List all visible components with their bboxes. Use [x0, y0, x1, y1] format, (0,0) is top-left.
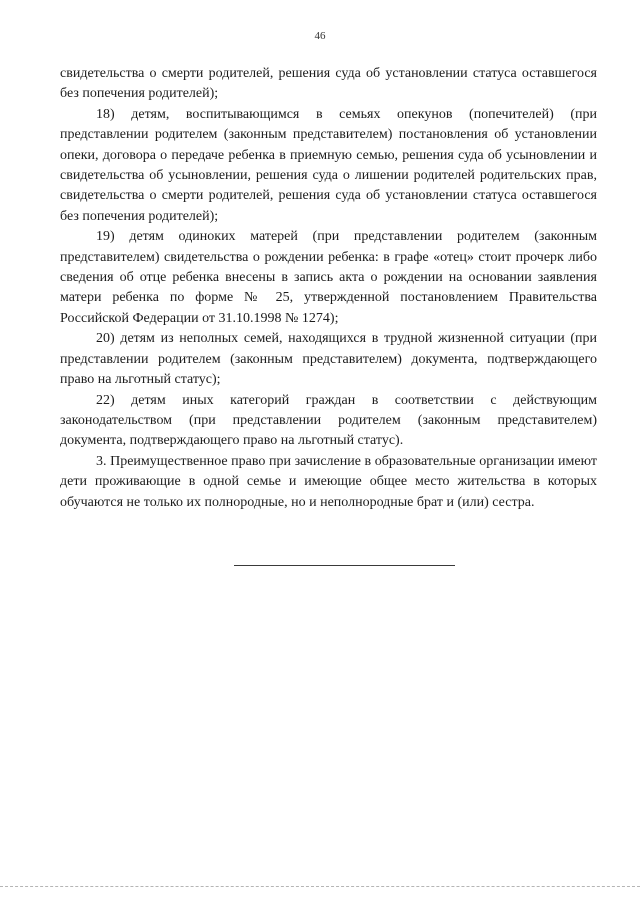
- paragraph-item-19: 19) детям одиноких матерей (при представлении родителем (законным представителем) свидетельства о рождении ребенка: в графе «отец» стоит прочерк либо сведения об отце ребенка внесены в запись акта о рождении на основании заявления матери ребенка по форме № 25, утвержденной постановлением Правительства Российской Федерации от 31.10.1998 № 1274);: [60, 229, 597, 326]
- page-number: 46: [314, 30, 326, 42]
- scan-edge-divider: [0, 886, 640, 887]
- end-separator-line: [234, 565, 455, 566]
- paragraph-item-20: 20) детям из неполных семей, находящихся в трудной жизненной ситуации (при представлении родителем (законным представителем) документа, подтверждающего право на льготный статус);: [60, 331, 597, 388]
- paragraph-continuation: свидетельства о смерти родителей, решения суда об установлении статуса оставшегося без попечения родителей);: [60, 66, 597, 102]
- paragraph-item-18: 18) детям, воспитывающимся в семьях опекунов (попечителей) (при представлении родителем (законным представителем) постановления об установлении опеки, договора о передаче ребенка в приемную семью, решения суда об усыновлении и свидетельства об усыновлении, решения суда о лишении родителей родительских прав, свидетельства о смерти родителей, решения суда об установлении статуса оставшегося без попечения родителей);: [60, 106, 597, 224]
- document-body: [60, 64, 597, 513]
- paragraph-item-22: 22) детям иных категорий граждан в соответствии с действующим законодательством (при представлении родителем (законным представителем) документа, подтверждающего право на льготный статус).: [60, 392, 597, 449]
- paragraph-item-3: 3. Преимущественное право при зачисление в образовательные организации имеют дети проживающие в одной семье и имеющие общее место жительства в которых обучаются не только их полнородные, но и неполнородные брат и (или) сестра.: [60, 453, 597, 510]
